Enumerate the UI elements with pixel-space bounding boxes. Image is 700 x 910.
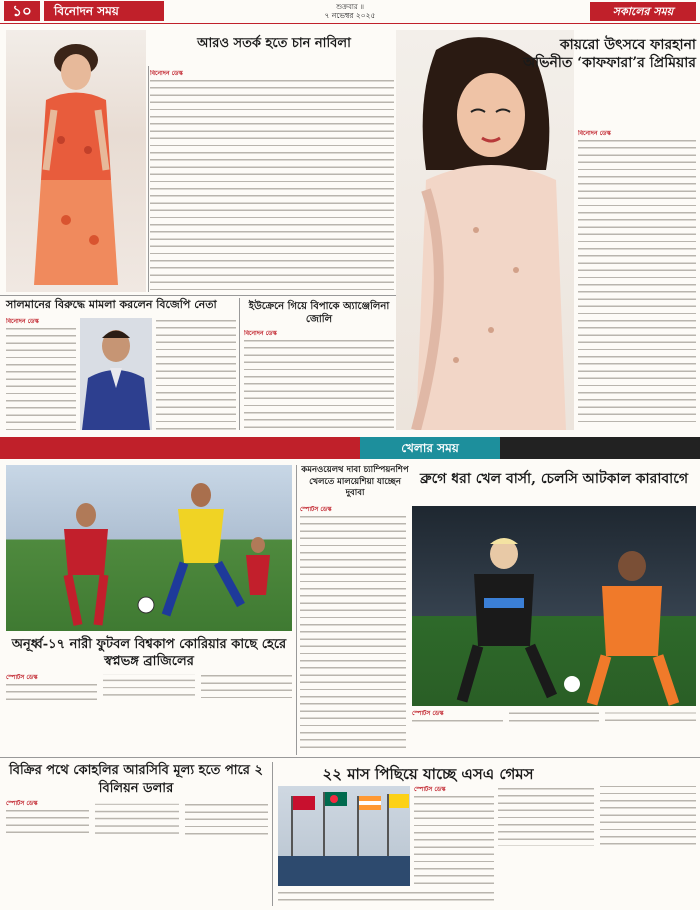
photo-u17-football — [6, 465, 292, 631]
body-nabila — [150, 70, 394, 292]
sports-banner — [0, 437, 700, 459]
issue-day: শুক্রবার ॥ — [336, 3, 364, 11]
reporter-sa-games: স্পোর্টস ডেস্ক — [414, 786, 446, 793]
body-salman-left — [6, 318, 76, 430]
section-title: বিনোদন সময় — [44, 1, 164, 21]
reporter-barca: স্পোর্টস ডেস্ক — [412, 710, 444, 717]
body-sa-games-left — [414, 786, 494, 886]
body-angelina — [244, 330, 394, 430]
headline-farhana: কায়রো উৎসবে ফারহানা অভিনীত ‘কাফফারা’র প্রিমিয়ার — [522, 37, 696, 71]
photo-sa-games — [278, 786, 410, 886]
reporter-farhana: বিনোদন ডেস্ক — [578, 130, 611, 137]
headline-u17: অনূর্ধ্ব-১৭ নারী ফুটবল বিশ্বকাপ কোরিয়ার কাছে হেরে স্বপ্নভঙ্গ ব্রাজিলের — [11, 637, 287, 669]
body-u17 — [6, 674, 292, 752]
body-sa-games-bottom — [278, 890, 494, 906]
photo-nabila — [6, 30, 146, 292]
reporter-angelina: বিনোদন ডেস্ক — [244, 330, 277, 337]
photo-salman — [80, 318, 152, 430]
headline-barca: ব্রুগে ধরা খেল বার্সা, চেলসি আটকাল কারাবাগে — [419, 471, 689, 487]
masthead — [0, 0, 700, 24]
body-chess — [300, 506, 406, 752]
headline-rcb: বিক্রির পথে কোহলির আরসিবি মূল্য হতে পারে ২ বিলিয়ন ডলার — [9, 763, 263, 796]
photo-barca — [412, 506, 696, 706]
reporter-u17: স্পোর্টস ডেস্ক — [6, 674, 38, 681]
headline-sa-games: ২২ মাস পিছিয়ে যাচ্ছে এসএ গেমস — [322, 765, 534, 783]
reporter-rcb: স্পোর্টস ডেস্ক — [6, 800, 38, 807]
reporter-chess: স্পোর্টস ডেস্ক — [300, 506, 332, 513]
reporter-nabila: বিনোদন ডেস্ক — [150, 70, 183, 77]
issue-date: ৭ নভেম্বর ২০২৫ — [324, 11, 376, 20]
body-rcb — [6, 800, 268, 906]
sports-section-title: খেলার সময় — [360, 437, 500, 459]
body-salman-right — [156, 318, 236, 430]
page-number: ১০ — [4, 1, 40, 21]
headline-angelina: ইউক্রেনে গিয়ে বিপাকে অ্যাঞ্জেলিনা জোলি — [248, 301, 390, 325]
body-sa-games-right — [498, 786, 696, 906]
headline-nabila: আরও সতর্ক হতে চান নাবিলা — [197, 36, 351, 51]
headline-salman: সালমানের বিরুদ্ধে মামলা করলেন বিজেপি নেতা — [6, 298, 217, 311]
brand-logo: সকালের সময় — [590, 2, 696, 21]
headline-chess: কমনওয়েলথ দাবা চ্যাম্পিয়নশিপ খেলতে মালয়েশিয়া যাচ্ছেন দুবাবা — [301, 465, 409, 498]
photo-farhana — [396, 30, 574, 430]
reporter-salman: বিনোদন ডেস্ক — [6, 318, 39, 325]
body-barca — [412, 710, 696, 754]
body-farhana — [578, 130, 696, 430]
